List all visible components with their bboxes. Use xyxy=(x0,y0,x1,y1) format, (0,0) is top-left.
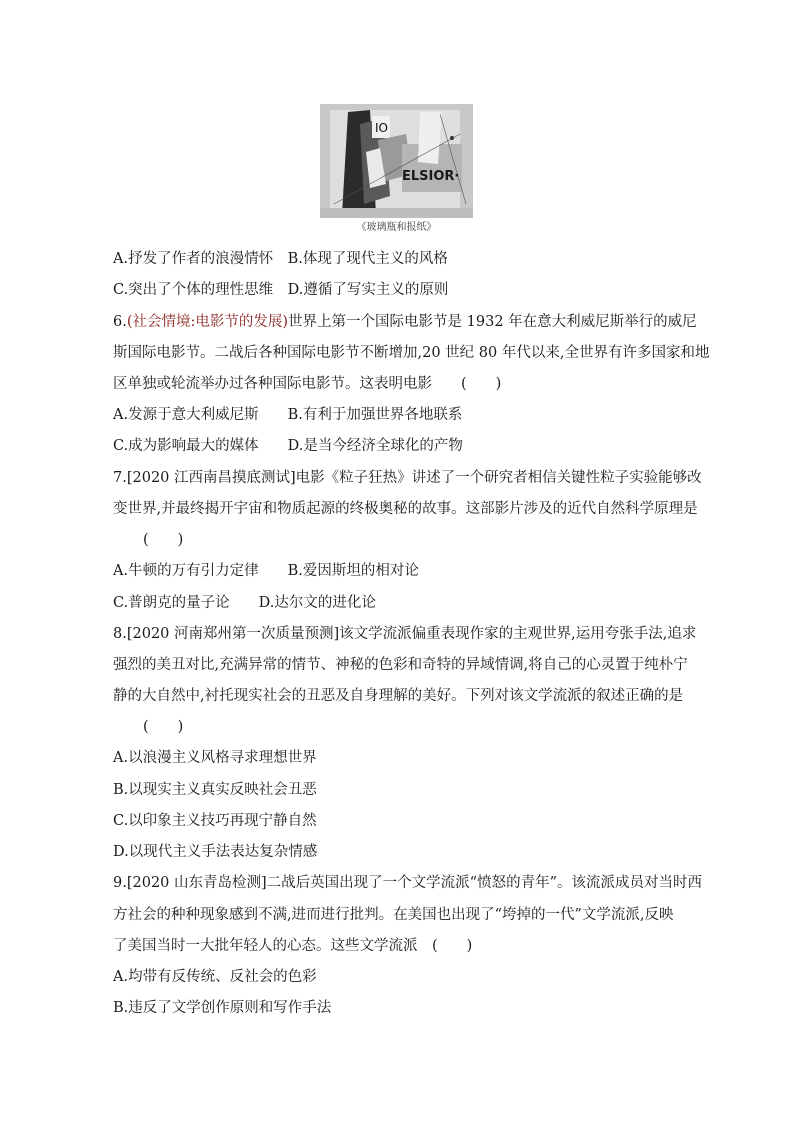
newspaper-text: ELSIOR· xyxy=(402,169,460,184)
q8-line3: 静的大自然中,衬托现实社会的丑恶及自身理解的美好。下列对该文学流派的叙述正确的是 xyxy=(113,688,684,704)
q9-option-b: B.违反了文学创作原则和写作手法 xyxy=(113,1000,332,1016)
q6-context-tag: (社会情境:电影节的发展) xyxy=(126,314,289,330)
q9-option-a: A.均带有反传统、反社会的色彩 xyxy=(113,969,317,985)
q9-line1: 9.[2020 山东青岛检测]二战后英国出现了一个文学流派“愤怒的青年”。该流派成员对当时西 xyxy=(113,875,702,891)
q7-answer-blank: ( ) xyxy=(143,532,184,548)
q5-options-row1: A.抒发了作者的浪漫情怀 B.体现了现代主义的风格 xyxy=(113,251,448,267)
q6-text-start: 世界上第一个国际电影节是 1932 年在意大利威尼斯举行的威尼 xyxy=(288,314,697,330)
q8-line1: 8.[2020 河南郑州第一次质量预测]该文学流派偏重表现作家的主观世界,运用夸张手法,追求 xyxy=(113,626,697,642)
q9-line3: 了美国当时一大批年轻人的心态。这些文学流派 ( ) xyxy=(113,938,473,954)
q6-options-row1: A.发源于意大利威尼斯 B.有利于加强世界各地联系 xyxy=(113,407,463,423)
q5-options-row2: C.突出了个体的理性思维 D.遵循了写实主义的原则 xyxy=(113,282,449,298)
q7-options-row2: C.普朗克的量子论 D.达尔文的进化论 xyxy=(113,595,376,611)
q8-line2: 强烈的美丑对比,充满异常的情节、神秘的色彩和奇特的异域情调,将自己的心灵置于纯朴宁 xyxy=(113,657,688,673)
svg-text:IO: IO xyxy=(375,121,388,135)
q9-line2: 方社会的种种现象感到不满,进而进行批判。在美国也出现了“垮掉的一代”文学流派,反映 xyxy=(113,907,674,923)
q7-options-row1: A.牛顿的万有引力定律 B.爱因斯坦的相对论 xyxy=(113,563,419,579)
painting-image xyxy=(320,104,473,218)
q6-options-row2: C.成为影响最大的媒体 D.是当今经济全球化的产物 xyxy=(113,438,463,454)
q6-line2: 斯国际电影节。二战后各种国际电影节不断增加,20 世纪 80 年代以来,全世界有许多国家和地 xyxy=(113,345,710,361)
q6-number: 6. xyxy=(113,314,127,330)
q8-option-c: C.以印象主义技巧再现宁静自然 xyxy=(113,813,317,829)
q6-line3: 区单独或轮流举办过各种国际电影节。这表明电影 ( ) xyxy=(113,376,502,392)
q8-option-d: D.以现代主义手法表达复杂情感 xyxy=(113,844,318,860)
q7-line1: 7.[2020 江西南昌摸底测试]电影《粒子狂热》讲述了一个研究者相信关键性粒子实验能够改 xyxy=(113,470,702,486)
q7-line2: 变世界,并最终揭开宇宙和物质起源的终极奥秘的故事。这部影片涉及的近代自然科学原理是 xyxy=(113,501,698,517)
q6-line1 xyxy=(113,312,697,332)
q8-option-b: B.以现实主义真实反映社会丑恶 xyxy=(113,782,317,798)
q8-answer-blank: ( ) xyxy=(143,719,184,735)
figure-caption: 《玻璃瓶和报纸》 xyxy=(356,222,437,233)
q8-option-a: A.以浪漫主义风格寻求理想世界 xyxy=(113,750,317,766)
collage-illustration xyxy=(320,104,473,218)
